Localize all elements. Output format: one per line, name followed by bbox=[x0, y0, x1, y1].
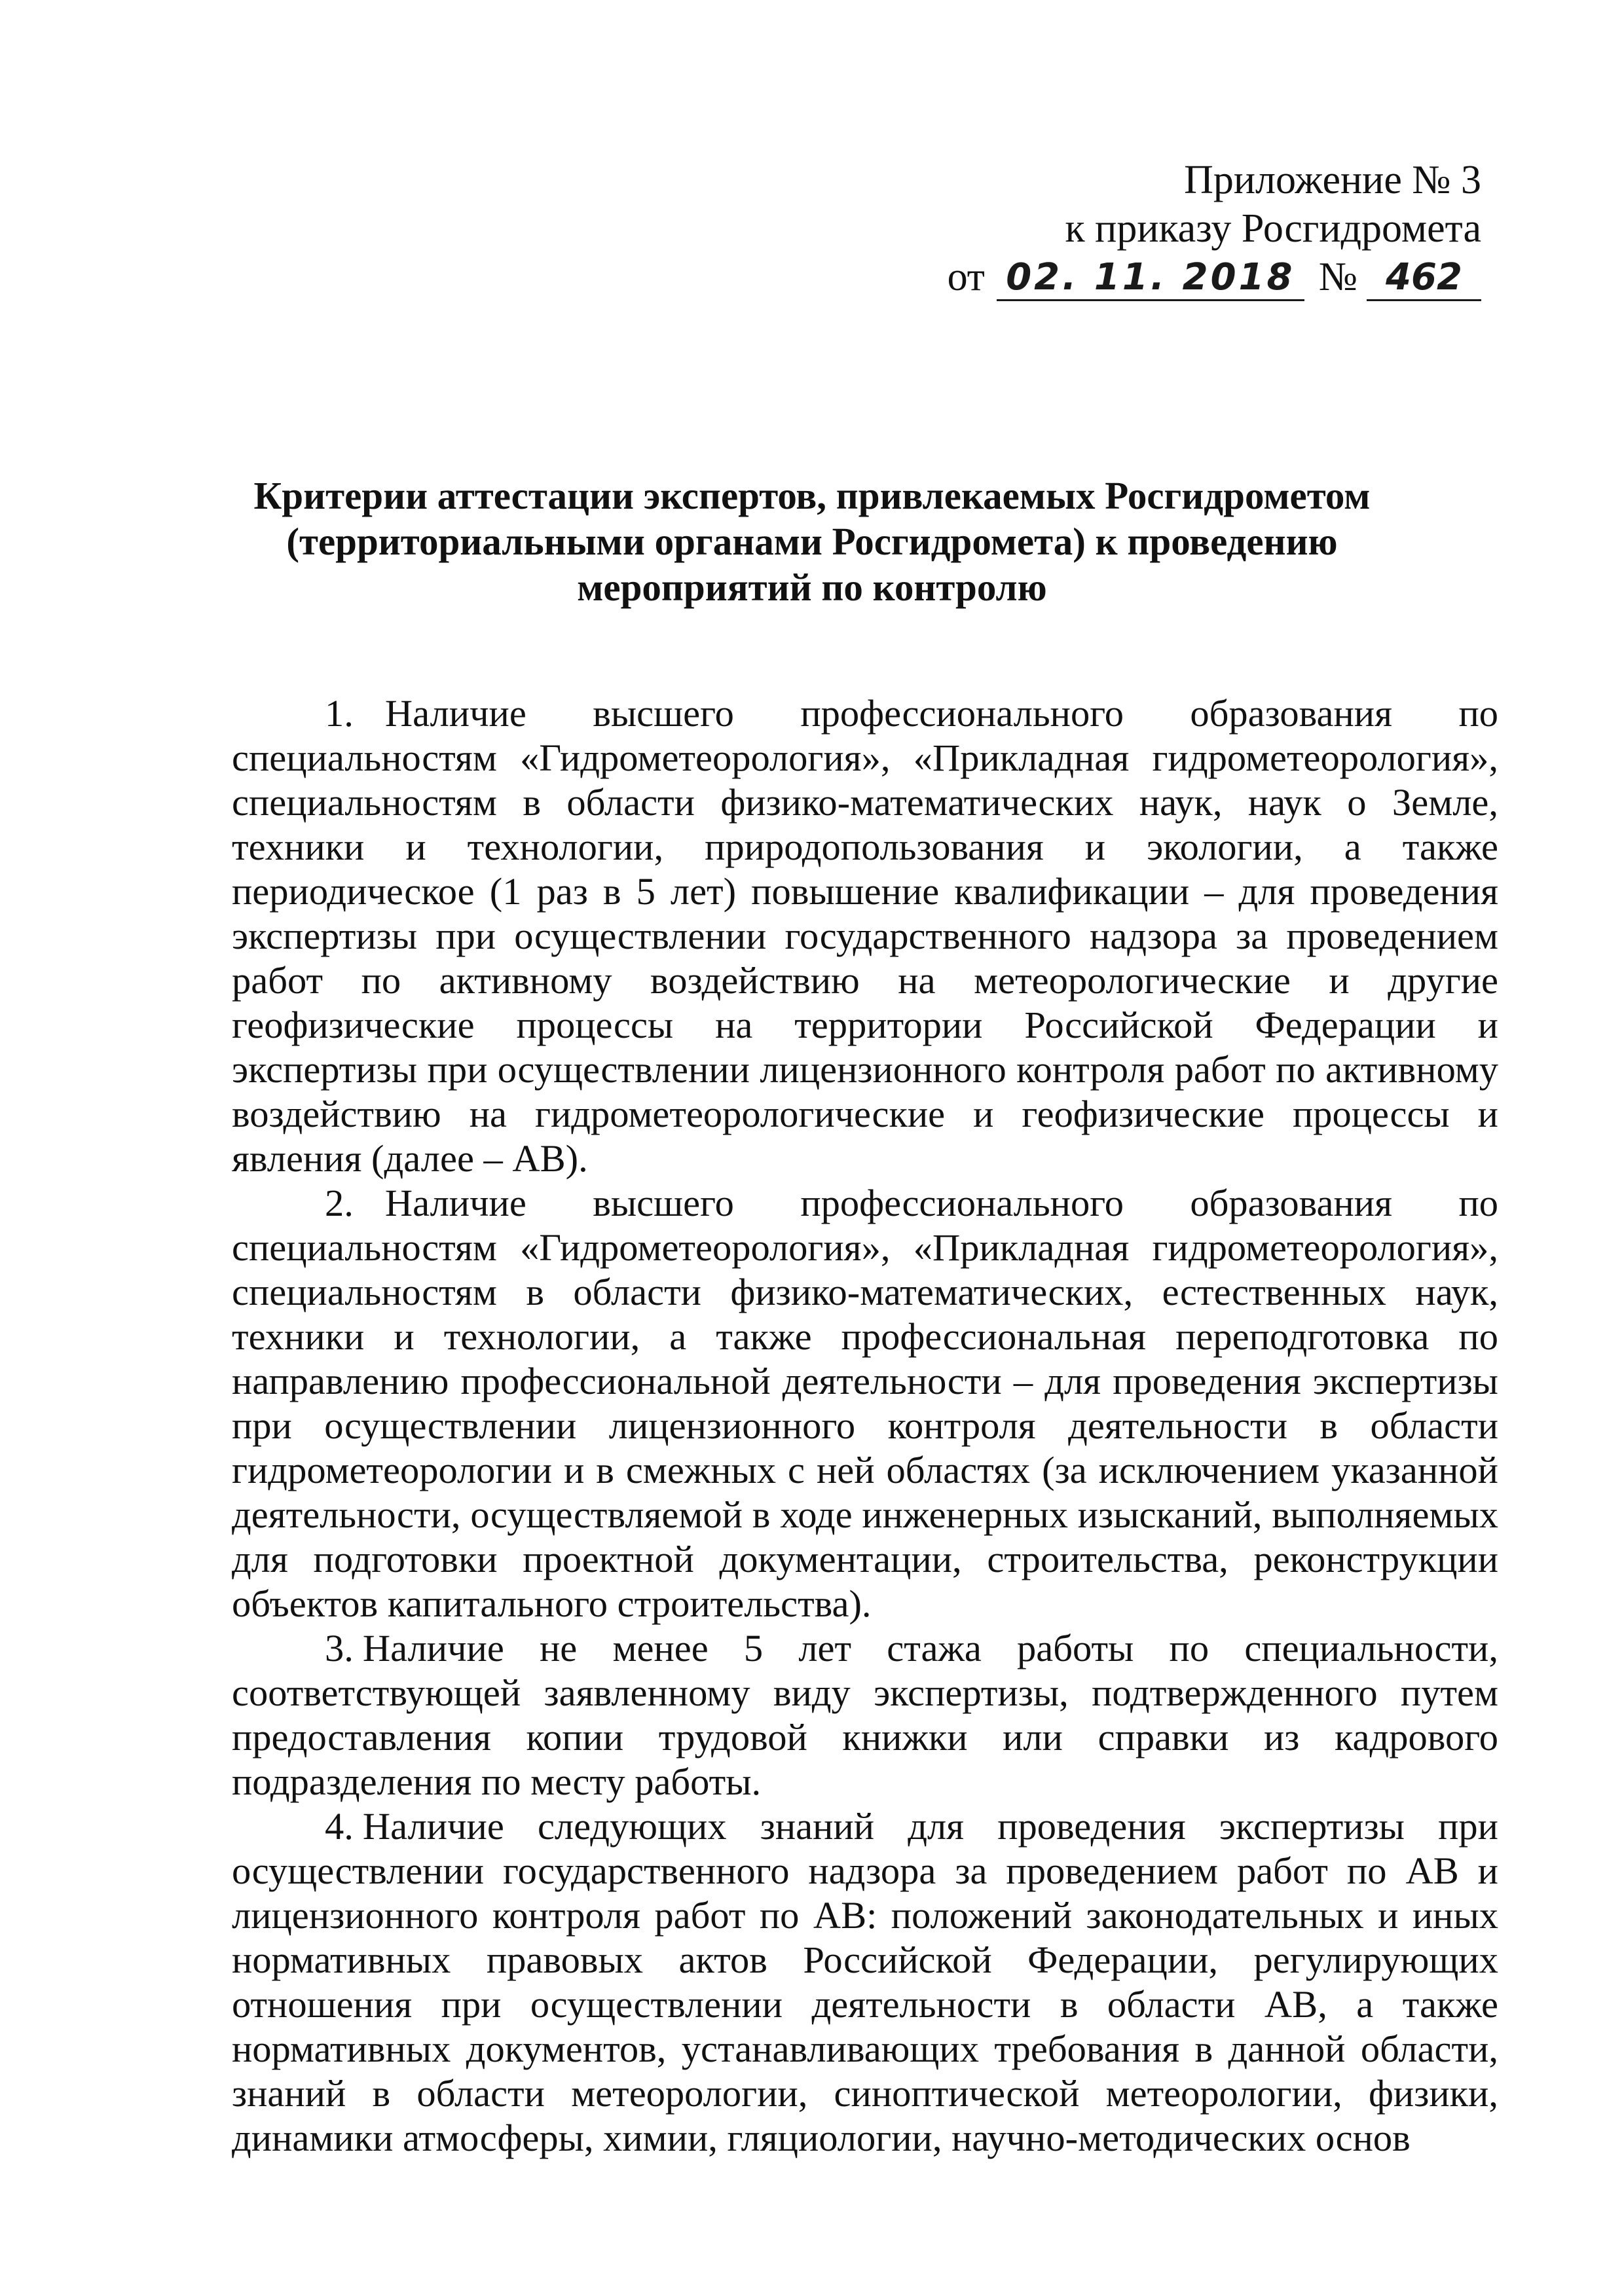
title-line-1: Критерии аттестации экспертов, привлекаемых Росгидрометом bbox=[253, 474, 1371, 517]
paragraph-text: Наличие высшего профессионального образования по специальностям «Гидрометеорология», «Прикладная гидрометеорология», специальностям в области физико-математических, естественных наук, техники и технологии, а также профессиональная переподготовка по направлению профессиональной деятельности – для проведения экспертизы при осуществлении лицензионного контроля деятельности в области гидрометеорологии и в смежных с ней областях (за исключением указанной деятельности, осуществляемой в ходе инженерных изысканий, выполняемых для подготовки проектной документации, строительства, реконструкции объектов капитального строительства). bbox=[232, 1182, 1498, 1625]
document-title bbox=[210, 473, 1414, 610]
title-line-2: (территориальными органами Росгидромета) к проведению bbox=[286, 520, 1338, 563]
paragraph-text: Наличие следующих знаний для проведения экспертизы при осуществлении государственного надзора за проведением работ по АВ и лицензионного контроля работ по АВ: положений законодательных и иных нормативных правовых актов Российской Федерации, регулирующих отношения при осуществлении деятельности в области АВ, а также нормативных документов, устанавливающих требования в данной области, знаний в области метеорологии, синоптической метеорологии, физики, динамики атмосферы, химии, гляциологии, научно-методических основ bbox=[232, 1805, 1498, 2159]
order-date-line bbox=[948, 253, 1481, 301]
appendix-header bbox=[948, 156, 1481, 301]
paragraph-number: 1. bbox=[325, 692, 354, 735]
paragraph-2 bbox=[232, 1181, 1498, 1626]
appendix-number: Приложение № 3 bbox=[1184, 158, 1481, 202]
paragraph-3 bbox=[232, 1626, 1498, 1804]
handwritten-date: 02. 11. 2018 bbox=[997, 256, 1304, 301]
handwritten-order-number: 462 bbox=[1367, 256, 1481, 301]
order-reference: к приказу Росгидромета bbox=[1065, 206, 1481, 251]
paragraph-number: 2. bbox=[325, 1182, 354, 1224]
paragraph-number: 3. bbox=[325, 1627, 354, 1669]
number-label: № bbox=[1318, 255, 1357, 299]
title-line-3: мероприятий по контролю bbox=[577, 566, 1047, 609]
from-label: от bbox=[947, 255, 985, 299]
paragraph-1 bbox=[232, 691, 1498, 1181]
paragraph-text: Наличие высшего профессионального образования по специальностям «Гидрометеорология», «Прикладная гидрометеорология», специальностям в области физико-математических наук, наук о Земле, техники и технологии, природопользования и экологии, а также периодическое (1 раз в 5 лет) повышение квалификации – для проведения экспертизы при осуществлении государственного надзора за проведением работ по активному воздействию на метеорологические и другие геофизические процессы на территории Российской Федерации и экспертизы при осуществлении лицензионного контроля работ по активному воздействию на гидрометеорологические и геофизические процессы и явления (далее – АВ). bbox=[232, 692, 1498, 1180]
document-body bbox=[232, 691, 1498, 2160]
paragraph-4 bbox=[232, 1804, 1498, 2160]
paragraph-text: Наличие не менее 5 лет стажа работы по специальности, соответствующей заявленному виду экспертизы, подтвержденного путем предоставления копии трудовой книжки или справки из кадрового подразделения по месту работы. bbox=[232, 1627, 1498, 1803]
paragraph-number: 4. bbox=[325, 1805, 354, 1848]
